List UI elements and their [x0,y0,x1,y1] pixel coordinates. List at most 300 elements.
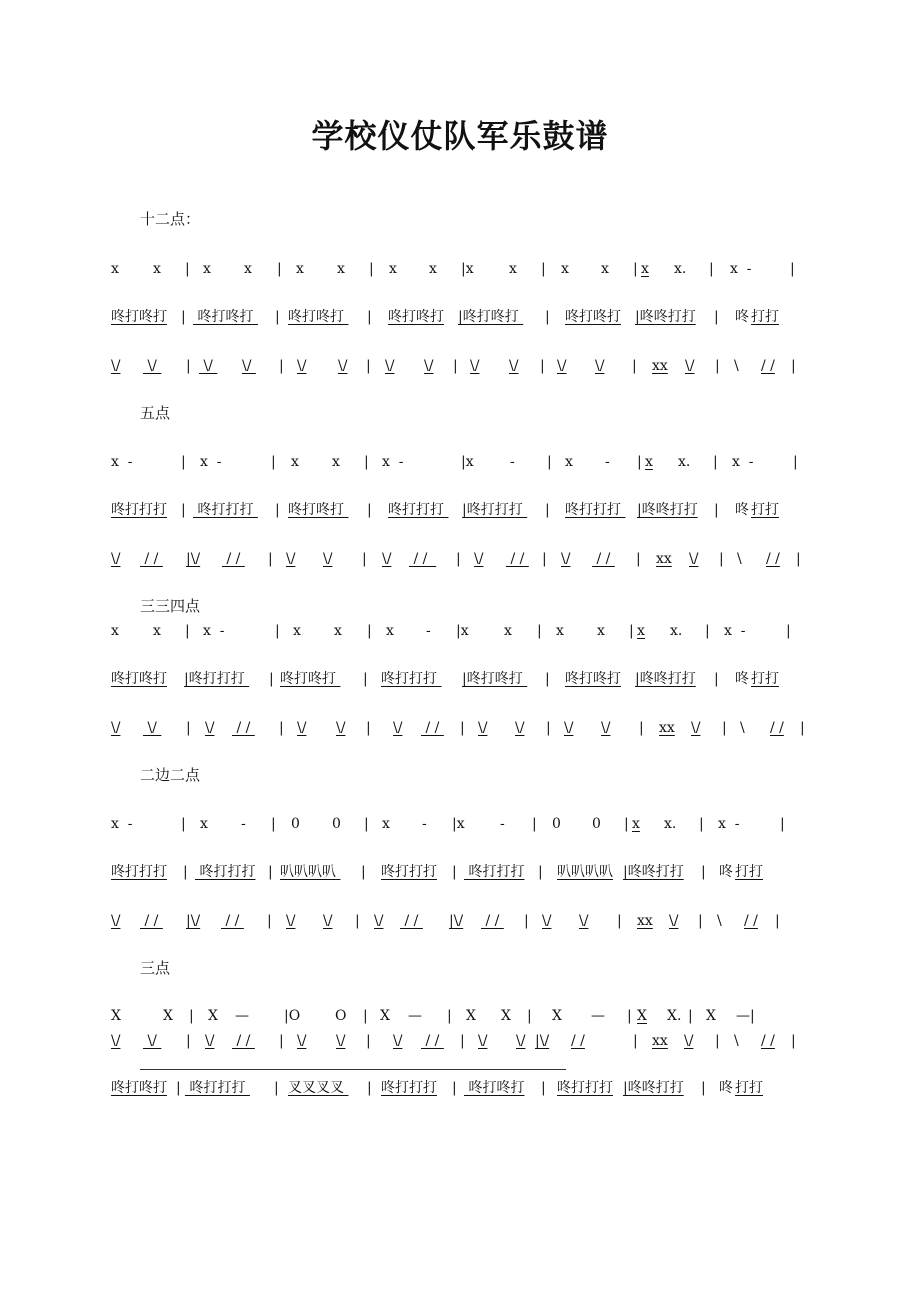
stroke-mark: \/ [338,358,348,374]
barline: | [367,309,372,325]
barline: | [537,623,542,639]
barline: | [277,261,282,277]
note-token: X [208,1008,218,1024]
drum-syllable: 咚 [735,502,749,518]
stroke-mark: \/ [297,720,307,736]
note-token: O [335,1008,347,1024]
note-token: X [380,1008,390,1024]
barline: | [629,623,634,639]
barline: | [541,1080,546,1096]
barline: | [279,720,284,736]
drum-syllable: 咚打咚打 [280,671,341,687]
note-token: X [637,1008,647,1024]
stroke-mark: \/ [564,720,574,736]
barline: | [699,816,704,832]
barline: | [456,551,461,567]
drum-syllable: |咚咚打打 [623,1080,684,1096]
drum-syllable: 咚打咚打 [111,1080,167,1096]
note-token: X [163,1008,173,1024]
drum-syllable: |咚咚打打 [623,864,684,880]
stroke-mark: / / [421,1033,444,1049]
note-token: x [429,261,437,277]
note-token: x - [382,454,404,470]
stroke-mark: \/ [111,551,121,567]
stroke-mark: \/ [691,720,701,736]
drum-syllable: 打打 [751,671,779,687]
drum-syllable: 咚 [719,864,733,880]
note-token: x [509,261,517,277]
words-row [111,306,831,328]
barline: | [185,623,190,639]
note-token: x [291,454,299,470]
stroke-mark: \/ [509,358,519,374]
stroke-mark: / / [761,358,775,374]
words-row [111,861,831,883]
strokes-row [111,910,831,932]
drum-syllable: 咚打打打 [381,671,442,687]
stroke-mark: |\/ [186,913,201,929]
note-token: x [293,623,301,639]
note-token: x [637,623,645,639]
drum-syllable: 打打 [751,502,779,518]
barline: | [181,309,186,325]
note-token: x - [200,454,222,470]
note-token: X [552,1008,562,1024]
note-token: x [153,623,161,639]
drum-syllable: 咚打咚打 [565,309,621,325]
drum-syllable: 咚打咚打 [111,309,167,325]
strokes-row [111,1030,831,1052]
words-row [111,668,831,690]
section-heading-12: 十二点： [140,210,201,228]
barline: | [460,720,465,736]
note-token: |O [284,1008,301,1024]
note-token: |x [461,261,474,277]
divider-line [140,1069,566,1070]
stroke-mark: \/ [424,358,434,374]
stroke-mark: \/ [111,913,121,929]
barline: | [460,1033,465,1049]
note-token: x [332,454,340,470]
drum-syllable: 咚打咚打 [464,1080,525,1096]
note-token: |x [456,623,469,639]
note-token: x [601,261,609,277]
drum-syllable: 咚打打打 [557,1080,613,1096]
barline: | [639,720,644,736]
barline: | [545,671,550,687]
barline: | [364,816,369,832]
stroke-mark: / / [409,551,437,567]
stroke-mark: \/ [684,1033,694,1049]
stroke-mark: \ [734,1033,739,1049]
barline: | [275,623,280,639]
barline: | [181,816,186,832]
barline: | [617,913,622,929]
stroke-mark: \/ [515,720,525,736]
strokes-row [111,548,831,570]
barline: | [269,671,274,687]
notes-row [111,813,831,835]
barline: | [714,671,719,687]
stroke-mark: |\/ [535,1033,550,1049]
stroke-mark: / / [481,913,504,929]
stroke-mark: \/ [143,720,162,736]
stroke-mark: / / [232,1033,255,1049]
barline: | [800,720,805,736]
drum-syllable: |咚打咚打 [462,671,528,687]
stroke-mark: xx [656,551,672,567]
barline: | [719,551,724,567]
stroke-mark: \/ [286,551,296,567]
stroke-mark: \/ [111,720,121,736]
drum-syllable: 咚 [719,1080,733,1096]
stroke-mark: / / [140,551,163,567]
note-token: x [389,261,397,277]
stroke-mark: / / [221,913,244,929]
note-token: x [645,454,653,470]
note-token: x [565,454,573,470]
stroke-mark: \/ [111,358,121,374]
drum-syllable: |咚咚打打 [635,309,696,325]
barline: | [698,913,703,929]
barline: | [791,358,796,374]
drum-syllable: 咚打打打 [193,502,258,518]
note-token: x [334,623,342,639]
barline: | [189,1008,194,1024]
barline: | [624,816,629,832]
barline: | [447,1008,452,1024]
barline: | [627,1008,632,1024]
barline: | [793,454,798,470]
barline: | [527,1008,532,1024]
strokes-row [111,355,831,377]
barline: | [361,864,366,880]
note-token: x [337,261,345,277]
barline: | [366,1033,371,1049]
stroke-mark: xx [637,913,653,929]
stroke-mark: \/ [286,913,296,929]
note-token: - [426,623,431,639]
note-token: x - [730,261,752,277]
section-heading-5: 五点 [140,404,171,422]
stroke-mark: / / [222,551,245,567]
barline: | [636,551,641,567]
note-token: x [556,623,564,639]
note-token: X. [667,1008,682,1024]
stroke-mark: \/ [385,358,395,374]
barline: | [722,720,727,736]
note-token: x [296,261,304,277]
page-title: 学校仪仗队军乐鼓谱 [311,117,609,155]
barline: | [181,502,186,518]
stroke-mark: / / [592,551,615,567]
barline: | [709,261,714,277]
barline: | [796,551,801,567]
stroke-mark: \/ [297,1033,307,1049]
barline: | [715,1033,720,1049]
note-token: - [241,816,246,832]
barline: | [279,358,284,374]
note-token: x [200,816,208,832]
stroke-mark: \/ [595,358,605,374]
stroke-mark: \/ [242,358,256,374]
drum-syllable: 咚打打打 [388,502,449,518]
note-token: |x [461,454,474,470]
drum-syllable: |咚咚打打 [637,502,698,518]
stroke-mark: / / [770,720,784,736]
stroke-mark: \/ [336,720,346,736]
barline: | [775,913,780,929]
stroke-mark: \ [740,720,745,736]
drum-syllable: |咚打咚打 [458,309,524,325]
barline: | [524,913,529,929]
stroke-mark: \/ [323,913,333,929]
barline: | [714,502,719,518]
drum-syllable: |咚咚打打 [635,671,696,687]
barline: | [713,454,718,470]
note-token: — [591,1008,605,1024]
note-token: x - [718,816,740,832]
stroke-mark: / / [400,913,423,929]
stroke-mark: / / [744,913,758,929]
drum-syllable: 打打 [751,309,779,325]
section-heading-22: 二边二点 [140,766,201,784]
stroke-mark: |\/ [186,551,201,567]
drum-syllable: 咚打打打 [111,864,167,880]
stroke-mark: \ [737,551,742,567]
note-token: X [466,1008,476,1024]
barline: | [176,1080,181,1096]
barline: | [532,816,537,832]
drum-syllable: 咚打打打 [195,864,256,880]
note-token: 0 [291,816,300,832]
note-token: - [605,454,610,470]
note-token: x [382,816,390,832]
barline: | [366,358,371,374]
barline: | [790,261,795,277]
barline: | [355,913,360,929]
drum-syllable: |咚打打打 [184,671,250,687]
note-token: — [235,1008,249,1024]
barline: | [632,358,637,374]
note-token: x [561,261,569,277]
drum-syllable: 叭叭叭叭 [557,864,613,880]
drum-syllable: 咚打打打 [381,864,437,880]
stroke-mark: \/ [685,358,695,374]
stroke-mark: \/ [297,358,307,374]
notes-row [111,258,831,280]
barline: | [701,1080,706,1096]
stroke-mark: \/ [601,720,611,736]
note-token: x [597,623,605,639]
note-token: X [111,1008,121,1024]
barline: | [362,551,367,567]
note-token: 0 [552,816,561,832]
note-token: x [244,261,252,277]
stroke-mark: \ [734,358,739,374]
note-token: x [386,623,394,639]
stroke-mark: \/ [542,913,552,929]
barline: | [791,1033,796,1049]
stroke-mark: \/ [205,720,215,736]
stroke-mark: \/ [111,1033,121,1049]
drum-syllable: 咚 [735,309,749,325]
note-token: - [500,816,505,832]
barline: | [714,309,719,325]
barline: | [363,1008,368,1024]
barline: | [541,261,546,277]
note-token: x. [678,454,691,470]
stroke-mark: \/ [205,1033,215,1049]
note-token: |x [452,816,465,832]
stroke-mark: \/ [199,358,218,374]
stroke-mark: \/ [393,1033,403,1049]
note-token: 0 [592,816,601,832]
section-heading-334: 三三四点 [140,597,201,615]
note-token: x - [111,816,133,832]
stroke-mark: \/ [323,551,333,567]
drum-syllable: 打打 [735,864,763,880]
stroke-mark: / / [421,720,444,736]
stroke-mark: \/ [393,720,403,736]
drum-syllable: 咚打打打 [185,1080,250,1096]
barline: | [267,913,272,929]
stroke-mark: / / [761,1033,775,1049]
drum-syllable: 咚打打打 [565,502,626,518]
barline: | [369,261,374,277]
barline: | [705,623,710,639]
drum-syllable: 咚打咚打 [111,671,167,687]
barline: | [545,502,550,518]
notes-row [111,620,831,642]
drum-syllable: |咚打打打 [462,502,528,518]
stroke-mark: \/ [382,551,392,567]
drum-syllable: 咚打咚打 [388,309,444,325]
notes-row [111,1005,831,1027]
stroke-mark: / / [571,1033,585,1049]
words-row [111,499,831,521]
stroke-mark: \/ [143,358,162,374]
barline: | [453,358,458,374]
note-token: x [153,261,161,277]
stroke-mark: / / [506,551,529,567]
barline: | [186,720,191,736]
drum-syllable: 咚打咚打 [565,671,621,687]
note-token: x. [664,816,677,832]
words-row [111,1077,831,1099]
stroke-mark: \/ [561,551,571,567]
note-token: - [510,454,515,470]
drum-syllable: 咚打咚打 [288,309,349,325]
barline: | [547,454,552,470]
note-token: x [111,623,119,639]
barline: | [452,1080,457,1096]
stroke-mark: |\/ [449,913,464,929]
stroke-mark: xx [652,1033,668,1049]
drum-syllable: 咚打咚打 [193,309,258,325]
barline: | [366,720,371,736]
barline: | [633,1033,638,1049]
note-token: x [504,623,512,639]
stroke-mark: \/ [516,1033,526,1049]
note-token: X [706,1008,716,1024]
stroke-mark: \/ [143,1033,162,1049]
note-token: x - [203,623,225,639]
barline: | [633,261,638,277]
stroke-mark: \/ [478,1033,488,1049]
barline: | [715,358,720,374]
stroke-mark: xx [652,358,668,374]
stroke-mark: xx [659,720,675,736]
barline: | [688,1008,693,1024]
drum-syllable: 咚 [735,671,749,687]
stroke-mark: \/ [336,1033,346,1049]
barline: | [274,1080,279,1096]
barline: | [452,864,457,880]
barline: | [275,502,280,518]
barline: | [268,864,273,880]
stroke-mark: / / [766,551,780,567]
barline: | [367,502,372,518]
note-token: - [422,816,427,832]
strokes-row [111,717,831,739]
stroke-mark: / / [232,720,255,736]
stroke-mark: \/ [669,913,679,929]
note-token: 0 [332,816,341,832]
stroke-mark: \/ [374,913,384,929]
note-token: x. [670,623,683,639]
barline: | [364,454,369,470]
barline: | [367,1080,372,1096]
note-token: x - [111,454,133,470]
barline: | [538,864,543,880]
note-token: x - [724,623,746,639]
barline: | [275,309,280,325]
note-token: —| [736,1008,755,1024]
section-heading-3: 三点 [140,959,171,977]
stroke-mark: \/ [579,913,589,929]
barline: | [540,358,545,374]
barline: | [637,454,642,470]
barline: | [701,864,706,880]
drum-syllable: 叉叉叉叉 [288,1080,349,1096]
note-token: — [408,1008,422,1024]
drum-syllable: 咚打打打 [381,1080,437,1096]
stroke-mark: \/ [470,358,480,374]
drum-syllable: 咚打打打 [111,502,167,518]
note-token: x [111,261,119,277]
note-token: x [641,261,649,277]
drum-syllable: 咚打咚打 [288,502,349,518]
drum-syllable: 叭叭叭叭 [280,864,341,880]
notes-row [111,451,831,473]
stroke-mark: \/ [474,551,484,567]
drum-syllable: 打打 [735,1080,763,1096]
note-token: X [501,1008,511,1024]
barline: | [268,551,273,567]
barline: | [367,623,372,639]
note-token: x [632,816,640,832]
stroke-mark: / / [140,913,163,929]
barline: | [542,551,547,567]
barline: | [786,623,791,639]
stroke-mark: \/ [557,358,567,374]
stroke-mark: \/ [478,720,488,736]
stroke-mark: \/ [689,551,699,567]
barline: | [186,358,191,374]
note-token: x - [732,454,754,470]
barline: | [186,1033,191,1049]
